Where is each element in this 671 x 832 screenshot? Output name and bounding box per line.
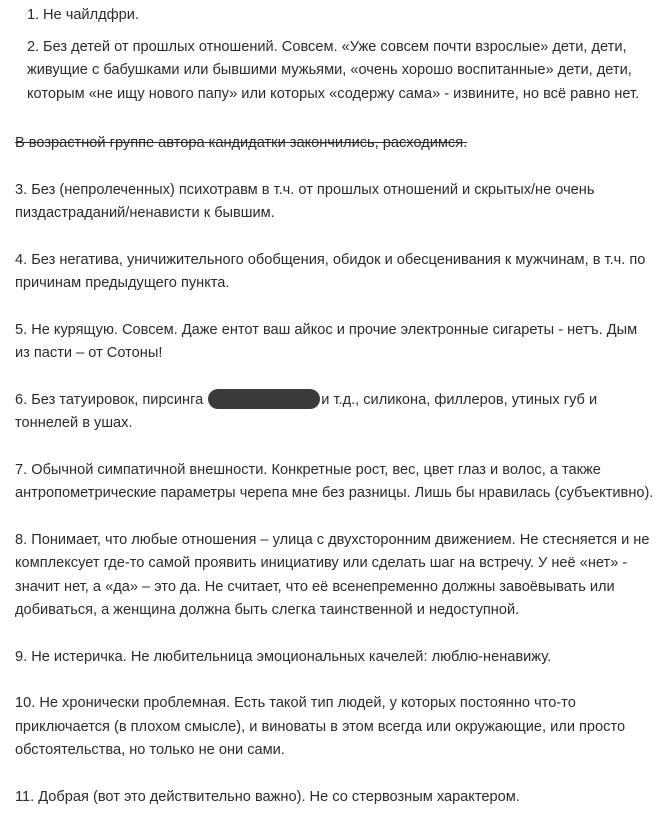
document-body (15, 4, 655, 832)
paragraph-8: 8. Понимает, что любые отношения – улица с двухсторонним движением. Не стесняется и не комплексует где-то самой проявить инициативу или сделать шаг на встречу. У неё «нет» - значит нет, а «да» – это да. Не считает, что её всенепременно должны завоёвывать или добиваться, а женщина должна быть слегка таинственной и недоступной. (15, 531, 650, 618)
paragraph-11: 11. Добрая (вот это действительно важно). Не со стервозным характером. (15, 788, 520, 805)
strikethrough-note: В возрастной группе автора кандидатки закончились, расходимся. (15, 135, 468, 151)
list-item-text: Не чайлдфри. (43, 7, 139, 23)
list-number: 1. (27, 7, 40, 23)
list-item-text: Без детей от прошлых отношений. Совсем. «Уже совсем почти взрослые» дети, дети, живущие с бабушками или бывшими мужьями, «очень хорошо воспитанные» дети, дети, которым «не ищу нового папу» или которых «содержу сама» - извините, но всё равно нет. (27, 38, 640, 102)
list-number: 2. (27, 38, 40, 55)
paragraph-7: 7. Обычной симпатичной внешности. Конкретные рост, вес, цвет глаз и волос, а также антропометрические параметры черепа мне без разницы. Лишь бы нравилась (субъективно). (15, 461, 654, 501)
list-item-1 (15, 4, 655, 28)
paragraph-6 (15, 389, 655, 436)
paragraph-6-end: и т.д., силикона, филлеров, утиных губ и тоннелей в ушах. (15, 391, 598, 431)
paragraph-3: 3. Без (непролеченных) психотравм в т.ч. от прошлых отношений и скрытых/не очень пиздастраданий/ненависти к бывшим. (15, 181, 595, 221)
paragraph-9: 9. Не истеричка. Не любительница эмоциональных качелей: люблю-ненавижу. (15, 648, 552, 665)
redaction-blur (208, 389, 320, 409)
paragraph-4: 4. Без негатива, уничижительного обобщения, обидок и обесценивания к мужчинам, в т.ч. по причинам предыдущего пункта. (15, 251, 646, 291)
list-item-2 (15, 36, 655, 107)
paragraph-5: 5. Не курящую. Совсем. Даже ентот ваш айкос и прочие электронные сигареты - нетъ. Дым из пасти – от Сотоны! (15, 321, 638, 361)
paragraph-10: 10. Не хронически проблемная. Есть такой тип людей, у которых постоянно что-то приключается (в плохом смысле), и виноваты в этом всегда или окружающие, или просто обстоятельства, но только не они сами. (15, 695, 626, 758)
paragraph-6-start: 6. Без татуировок, пирсинга (15, 391, 204, 408)
